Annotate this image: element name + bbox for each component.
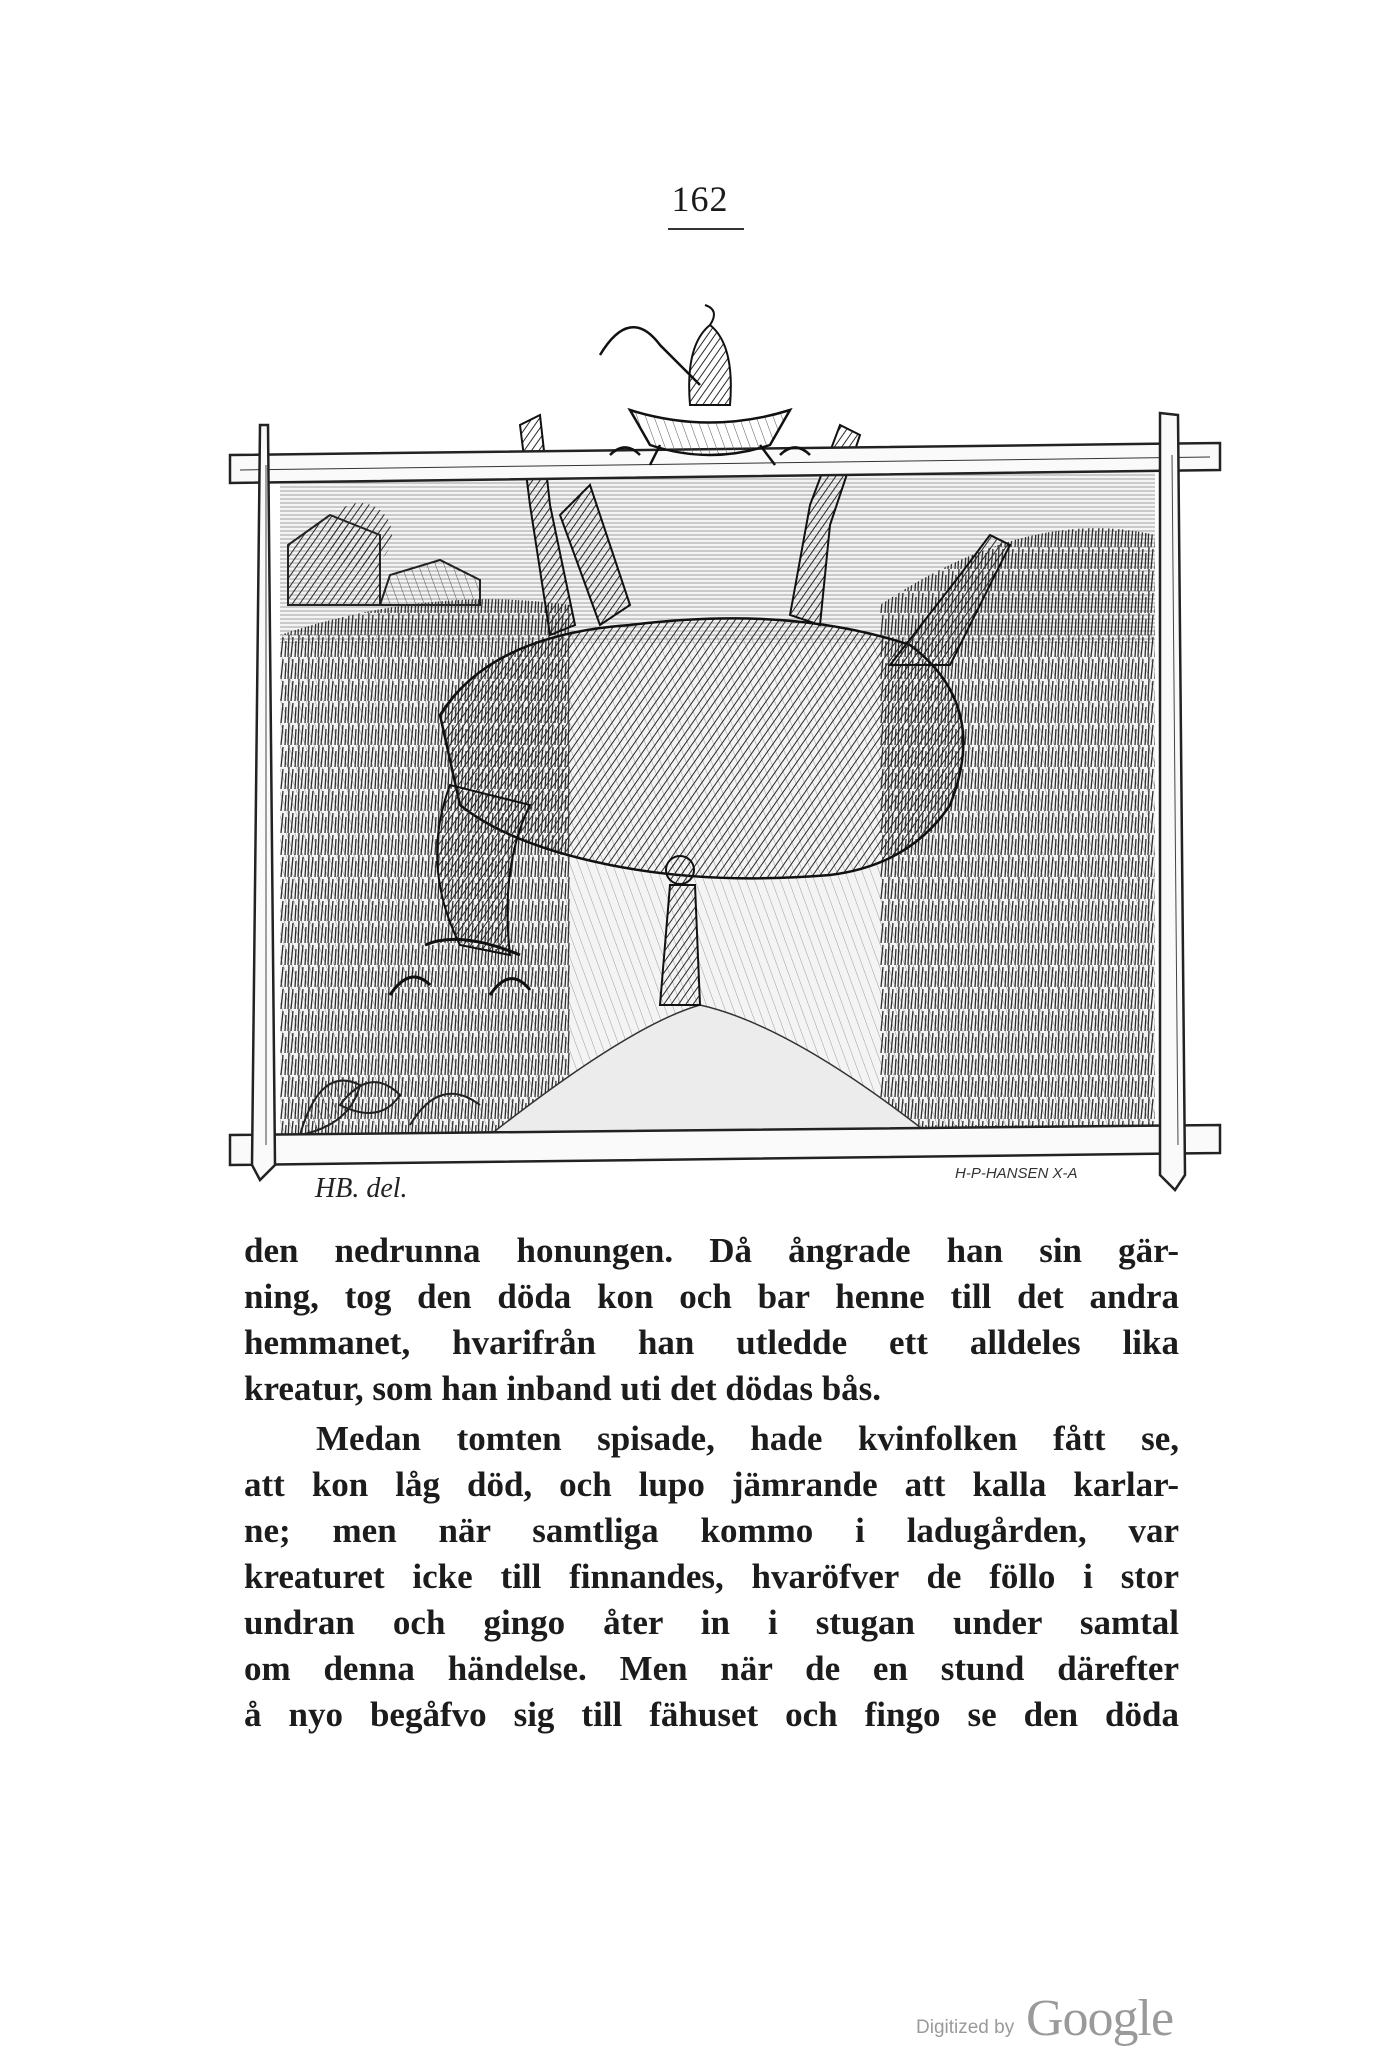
watermark-prefix: Digitized by: [916, 2017, 1015, 2038]
text-line: kreaturet icke till finnandes, hvaröfver de föllo i stor: [244, 1557, 1179, 1596]
text-line: å nyo begåfvo sig till fähuset och fingo se den döda: [244, 1695, 1179, 1734]
text-line: att kon låg död, och lupo jämrande att kalla karlar-: [244, 1465, 1179, 1504]
text-line: ne; men när samtliga kommo i ladugården, var: [244, 1511, 1179, 1550]
gnome-with-bowl: [600, 305, 810, 465]
body-text: [244, 1228, 1179, 1738]
page-number-underline: [668, 228, 744, 230]
text-line: ning, tog den döda kon och bar henne till det andra: [244, 1277, 1179, 1316]
text-line: om denna händelse. Men när de en stund därefter: [244, 1649, 1179, 1688]
text-line: undran och gingo åter in i stugan under samtal: [244, 1603, 1179, 1642]
illustrator-signature: HB. del.: [315, 1173, 408, 1204]
google-watermark: [916, 1990, 1216, 2047]
engraving-illustration: [230, 305, 1220, 1204]
text-line: den nedrunna honungen. Då ångrade han sin gär-: [244, 1231, 1179, 1270]
engraver-signature: H-P-HANSEN X-A: [955, 1165, 1078, 1182]
text-line: kreatur, som han inband uti det dödas bås.: [244, 1369, 882, 1408]
text-line: hemmanet, hvarifrån han utledde ett alldeles lika: [244, 1323, 1179, 1362]
text-line: Medan tomten spisade, hade kvinfolken fått se,: [316, 1419, 1179, 1458]
page-number: 162: [671, 179, 729, 219]
google-logo: Google: [1026, 1990, 1174, 2047]
